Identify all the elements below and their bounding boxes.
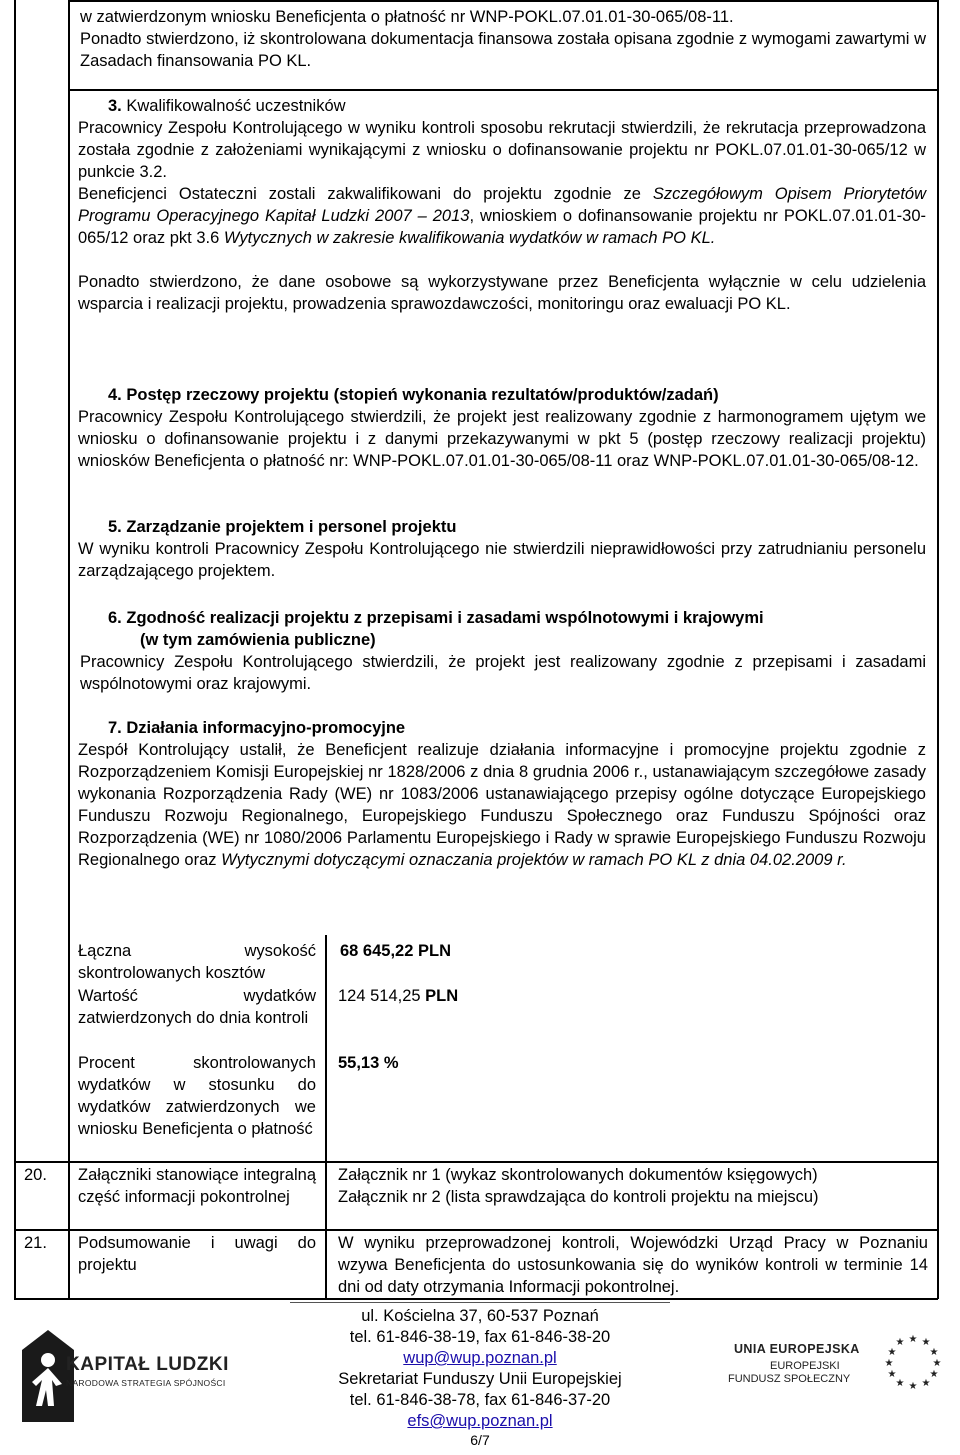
attachment-2: Załącznik nr 2 (lista sprawdzająca do kontroli projektu na miejscu) [338,1188,819,1206]
svg-text:★: ★ [884,1358,894,1369]
eu-stars-flag-icon [882,1330,944,1392]
svg-text:★: ★ [929,1347,939,1358]
cost-total-label: Łączna wysokość skontrolowanych kosztów [78,942,316,982]
summary-label: Podsumowanie i uwagi do projektu [78,1234,316,1274]
section-3-title: Kwalifikowalność uczestników [126,97,346,115]
attachments-value [338,1164,928,1208]
table-border-top [68,0,938,2]
section-3-heading [78,95,926,117]
eu-title: UNIA EUROPEJSKA [734,1342,860,1356]
eu-subtitle-1: EUROPEJSKI [770,1360,840,1372]
summary-value: W wyniku przeprowadzonej kontroli, Wojewódzki Urząd Pracy w Poznaniu wzywa Beneficjenta do ustosunkowania się do wyników kontroli w terminie 14 dni od daty otrzymania Informacji pokontrolnej. [338,1234,928,1296]
attachment-1: Załącznik nr 1 (wykaz skontrolowanych dokumentów księgowych) [338,1166,818,1184]
section-5-para-1: W wyniku kontroli Pracownicy Zespołu Kontrolującego nie stwierdzili nieprawidłowości przy zatrudnianiu personelu zarządzającego projektem. [78,540,926,580]
table-border-left [14,0,16,1299]
table-border-top-section [68,89,938,91]
footer-email-2[interactable]: efs@wup.poznan.pl [407,1412,553,1430]
row-21-number: 21. [24,1234,47,1252]
top-line-2: Ponadto stwierdzono, iż skontrolowana dokumentacja finansowa została opisana zgodnie z wymogami zawartymi w Zasadach finansowania PO KL. [80,30,926,70]
eu-efs-logo [722,1330,950,1420]
section-3 [78,95,926,315]
section-6 [80,607,926,695]
table-row-sep-1 [14,1161,938,1163]
row-20-number: 20. [24,1166,47,1184]
footer-separator [290,1302,670,1303]
percent-checked-value: 55,13 % [338,1054,399,1072]
kapital-ludzki-subtitle: NARODOWA STRATEGIA SPÓJNOŚCI [66,1378,226,1388]
footer [300,1306,660,1448]
page-number: 6/7 [470,1432,490,1448]
svg-text:★: ★ [895,1337,905,1348]
section-3-para-1: Pracownicy Zespołu Kontrolującego w wyniku kontroli sposobu rekrutacji stwierdzili, że rekrutacja przeprowadzona została zgodnie z założeniami wynikającymi z wniosku o dofinansowanie projektu nr POKL.07.01.01-30-065/12 w punkcie 3.2. [78,119,926,181]
section-7-title: Działania informacyjno-promocyjne [126,719,406,737]
section-4-number: 4. [108,386,122,404]
section-4-heading [78,384,926,406]
kapital-ludzki-emblem-icon [18,1328,78,1426]
svg-text:★: ★ [929,1369,939,1380]
attachments-label: Załączniki stanowiące integralną część informacji pokontrolnej [78,1166,316,1206]
section-7 [78,717,926,871]
section-5-title: Zarządzanie projektem i personel projektu [126,518,457,536]
svg-text:★: ★ [887,1369,897,1380]
footer-email-1[interactable]: wup@wup.poznan.pl [403,1349,557,1367]
eu-subtitle-2: FUNDUSZ SPOŁECZNY [728,1373,851,1385]
table-inner-divider [325,935,327,1299]
svg-text:★: ★ [887,1347,897,1358]
table-border-right [937,0,939,1299]
footer-phone-1: tel. 61-846-38-19, fax 61-846-38-20 [349,1328,611,1346]
svg-text:★: ★ [908,1381,918,1392]
section-6-para-1: Pracownicy Zespołu Kontrolującego stwierdzili, że projekt jest realizowany zgodnie z przepisami i zasadami wspólnotowymi oraz krajowymi. [80,653,926,693]
kapital-ludzki-title: KAPITAŁ LUDZKI [66,1354,229,1375]
section-5-heading [78,516,926,538]
svg-text:★: ★ [921,1337,931,1348]
section-4 [78,384,926,472]
section-7-heading [78,717,926,739]
table-border-mid [68,0,70,1299]
svg-text:★: ★ [895,1378,905,1389]
svg-text:★: ★ [932,1358,942,1369]
section-4-title: Postęp rzeczowy projektu (stopień wykonania rezultatów/produktów/zadań) [126,386,719,404]
svg-text:★: ★ [908,1334,918,1345]
approved-expenses-label: Wartość wydatków zatwierdzonych do dnia kontroli [78,987,316,1027]
section-3-number: 3. [108,97,122,115]
section-5-number: 5. [108,518,122,536]
kapital-ludzki-logo [18,1328,238,1428]
footer-phone-2: tel. 61-846-38-78, fax 61-846-37-20 [349,1391,611,1409]
svg-text:★: ★ [921,1378,931,1389]
footer-secretariat: Sekretariat Funduszy Unii Europejskiej [338,1370,622,1388]
section-3-para-2: Beneficjenci Ostateczni zostali zakwalifikowani do projektu zgodnie ze Szczegółowym Opisem Priorytetów Programu Operacyjnego Kapitał Ludzki 2007 – 2013, wnioskiem o dofinansowanie projektu nr POKL.07.01.01-30-065/12 oraz pkt 3.6 Wytycznych w zakresie kwalifikowania wydatków w ramach PO KL. [78,185,927,247]
section-6-number: 6. [108,609,122,627]
section-6-heading [80,607,926,629]
approved-expenses-value: 124 514,25 PLN [338,987,459,1005]
table-border-bottom [14,1298,938,1300]
section-7-para-1: Zespół Kontrolujący ustalił, że Beneficjent realizuje działania informacyjne i promocyjne projektu zgodnie z Rozporządzeniem Komisji Europejskiej nr 1828/2006 z dnia 8 grudnia 2006 r., ustanawiającym szczegółowe zasady wykonania Rozporządzenia Rady (WE) nr 1083/2006 ustanawiającego przepisy ogólne dotyczące Europejskiego Funduszu Rozwoju Regionalnego, Europejskiego Funduszu Społecznego oraz Funduszu Spójności oraz Rozporządzenia (WE) nr 1080/2006 Parlamentu Europejskiego i Rady w sprawie Europejskiego Funduszu Rozwoju Regionalnego oraz Wytycznymi dotyczącymi oznaczania projektów w ramach PO KL z dnia 04.02.2009 r. [78,741,926,869]
top-paragraph [80,6,926,72]
section-4-para-1: Pracownicy Zespołu Kontrolującego stwierdzili, że projekt jest realizowany zgodnie z harmonogramem ujętym we wniosku o dofinansowanie projektu i z danymi przekazywanymi w pkt 5 (postęp rzeczowy realizacji projektu) wniosków Beneficjenta o płatność nr: WNP-POKL.07.01.01-30-065/08-11 oraz WNP-POKL.07.01.01-30-065/08-12. [78,408,926,470]
section-3-para-3: Ponadto stwierdzono, że dane osobowe są wykorzystywane przez Beneficjenta wyłącznie w celu udzielenia wsparcia i realizacji projektu, prowadzenia sprawozdawczości, monitoringu oraz ewaluacji PO KL. [78,273,926,313]
section-7-number: 7. [108,719,122,737]
percent-checked-label: Procent skontrolowanych wydatków w stosunku do wydatków zatwierdzonych we wniosku Beneficjenta o płatność [78,1054,316,1138]
section-6-heading-2: (w tym zamówienia publiczne) [140,631,376,649]
section-5 [78,516,926,582]
top-line-1: w zatwierdzonym wniosku Beneficjenta o płatność nr WNP-POKL.07.01.01-30-065/08-11. [80,8,734,26]
section-6-title: Zgodność realizacji projektu z przepisami i zasadami wspólnotowymi i krajowymi [126,609,764,627]
footer-address: ul. Kościelna 37, 60-537 Poznań [361,1307,599,1325]
cost-total-value: 68 645,22 PLN [340,942,451,960]
table-row-sep-2 [14,1229,938,1231]
